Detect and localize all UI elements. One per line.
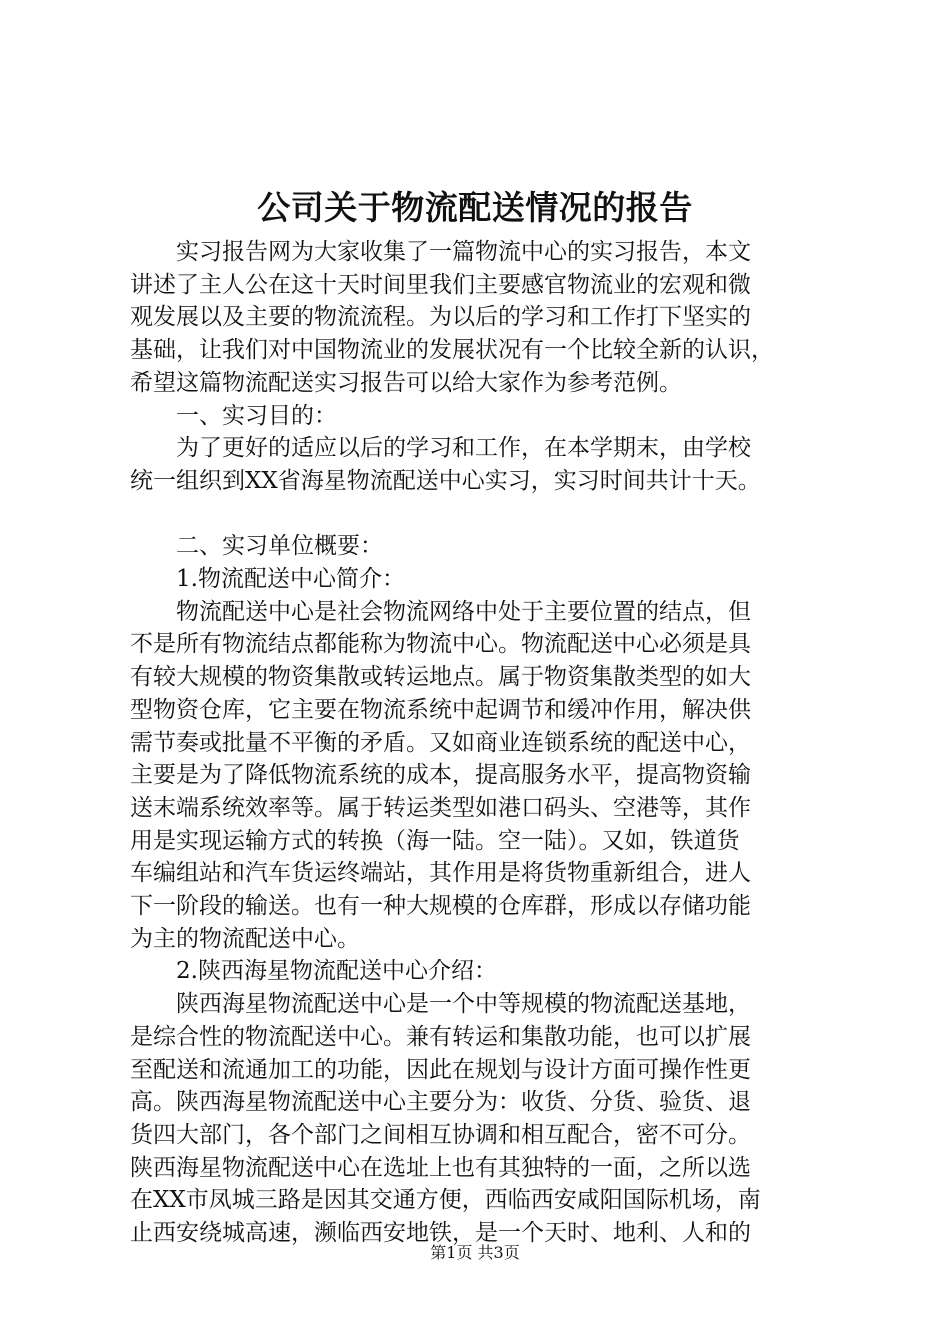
text-line: 不是所有物流结点都能称为物流中心。物流配送中心必须是具 <box>130 631 751 658</box>
text-line: 物流配送中心是社会物流网络中处于主要位置的结点，但 <box>176 598 751 625</box>
intro-paragraph <box>130 236 824 400</box>
blank-line <box>130 498 824 531</box>
text-line: 型物资仓库，它主要在物流系统中起调节和缓冲作用，解决供 <box>130 696 751 723</box>
text-line: 下一阶段的输送。也有一种大规模的仓库群，形成以存储功能 <box>130 893 751 920</box>
section-heading-purpose <box>130 400 824 433</box>
document-body <box>130 236 824 1250</box>
purpose-paragraph <box>130 432 824 497</box>
page-footer: 第1页 共3页 <box>430 1243 520 1262</box>
text-line: 止西安绕城高速，濒临西安地铁，是一个天时、地利、人和的 <box>130 1220 751 1247</box>
text-line: 有较大规模的物资集散或转运地点。属于物资集散类型的如大 <box>130 664 751 691</box>
text-line: 需节奏或批量不平衡的矛盾。又如商业连锁系统的配送中心， <box>130 729 751 756</box>
text-line: 为了更好的适应以后的学习和工作，在本学期末，由学校 <box>176 435 751 462</box>
text-line: 为主的物流配送中心。 <box>130 925 360 952</box>
text-line: 在XX市凤城三路是因其交通方便，西临西安咸阳国际机场，南 <box>130 1187 761 1214</box>
text-line: 一、实习目的： <box>176 402 337 429</box>
text-line: 观发展以及主要的物流流程。为以后的学习和工作打下坚实的 <box>130 304 751 331</box>
text-line: 二、实习单位概要： <box>176 533 383 560</box>
text-line: 基础，让我们对中国物流业的发展状况有一个比较全新的认识， <box>130 337 774 364</box>
document-title: 公司关于物流配送情况的报告 <box>257 188 693 227</box>
text-line: 陕西海星物流配送中心在选址上也有其独特的一面，之所以选 <box>130 1154 751 1181</box>
text-line: 统一组织到XX省海星物流配送中心实习，实习时间共计十天。 <box>130 467 761 494</box>
text-line: 送末端系统效率等。属于转运类型如港口码头、空港等，其作 <box>130 794 751 821</box>
text-line: 陕西海星物流配送中心是一个中等规模的物流配送基地， <box>176 991 751 1018</box>
text-line: 2.陕西海星物流配送中心介绍： <box>176 958 497 985</box>
text-line: 1.物流配送中心简介： <box>176 566 405 593</box>
subheading-haixing-intro <box>130 955 824 988</box>
text-line: 货四大部门，各个部门之间相互协调和相互配合，密不可分。 <box>130 1121 751 1148</box>
text-line: 至配送和流通加工的功能，因此在规划与设计方面可操作性更 <box>130 1056 751 1083</box>
center-intro-paragraph <box>130 596 824 956</box>
text-line: 车编组站和汽车货运终端站，其作用是将货物重新组合，进人 <box>130 860 751 887</box>
text-line: 希望这篇物流配送实习报告可以给大家作为参考范例。 <box>130 369 682 396</box>
subheading-center-intro <box>130 563 824 596</box>
haixing-intro-paragraph <box>130 988 824 1250</box>
text-line: 高。陕西海星物流配送中心主要分为：收货、分货、验货、退 <box>130 1089 751 1116</box>
text-line: 讲述了主人公在这十天时间里我们主要感官物流业的宏观和微 <box>130 271 751 298</box>
section-heading-overview <box>130 530 824 563</box>
text-line: 实习报告网为大家收集了一篇物流中心的实习报告，本文 <box>176 239 751 265</box>
text-line: 主要是为了降低物流系统的成本，提高服务水平，提高物资输 <box>130 762 751 789</box>
text-line: 是综合性的物流配送中心。兼有转运和集散功能，也可以扩展 <box>130 1023 751 1050</box>
text-line: 用是实现运输方式的转换（海一陆。空一陆）。又如，铁道货 <box>130 827 740 854</box>
